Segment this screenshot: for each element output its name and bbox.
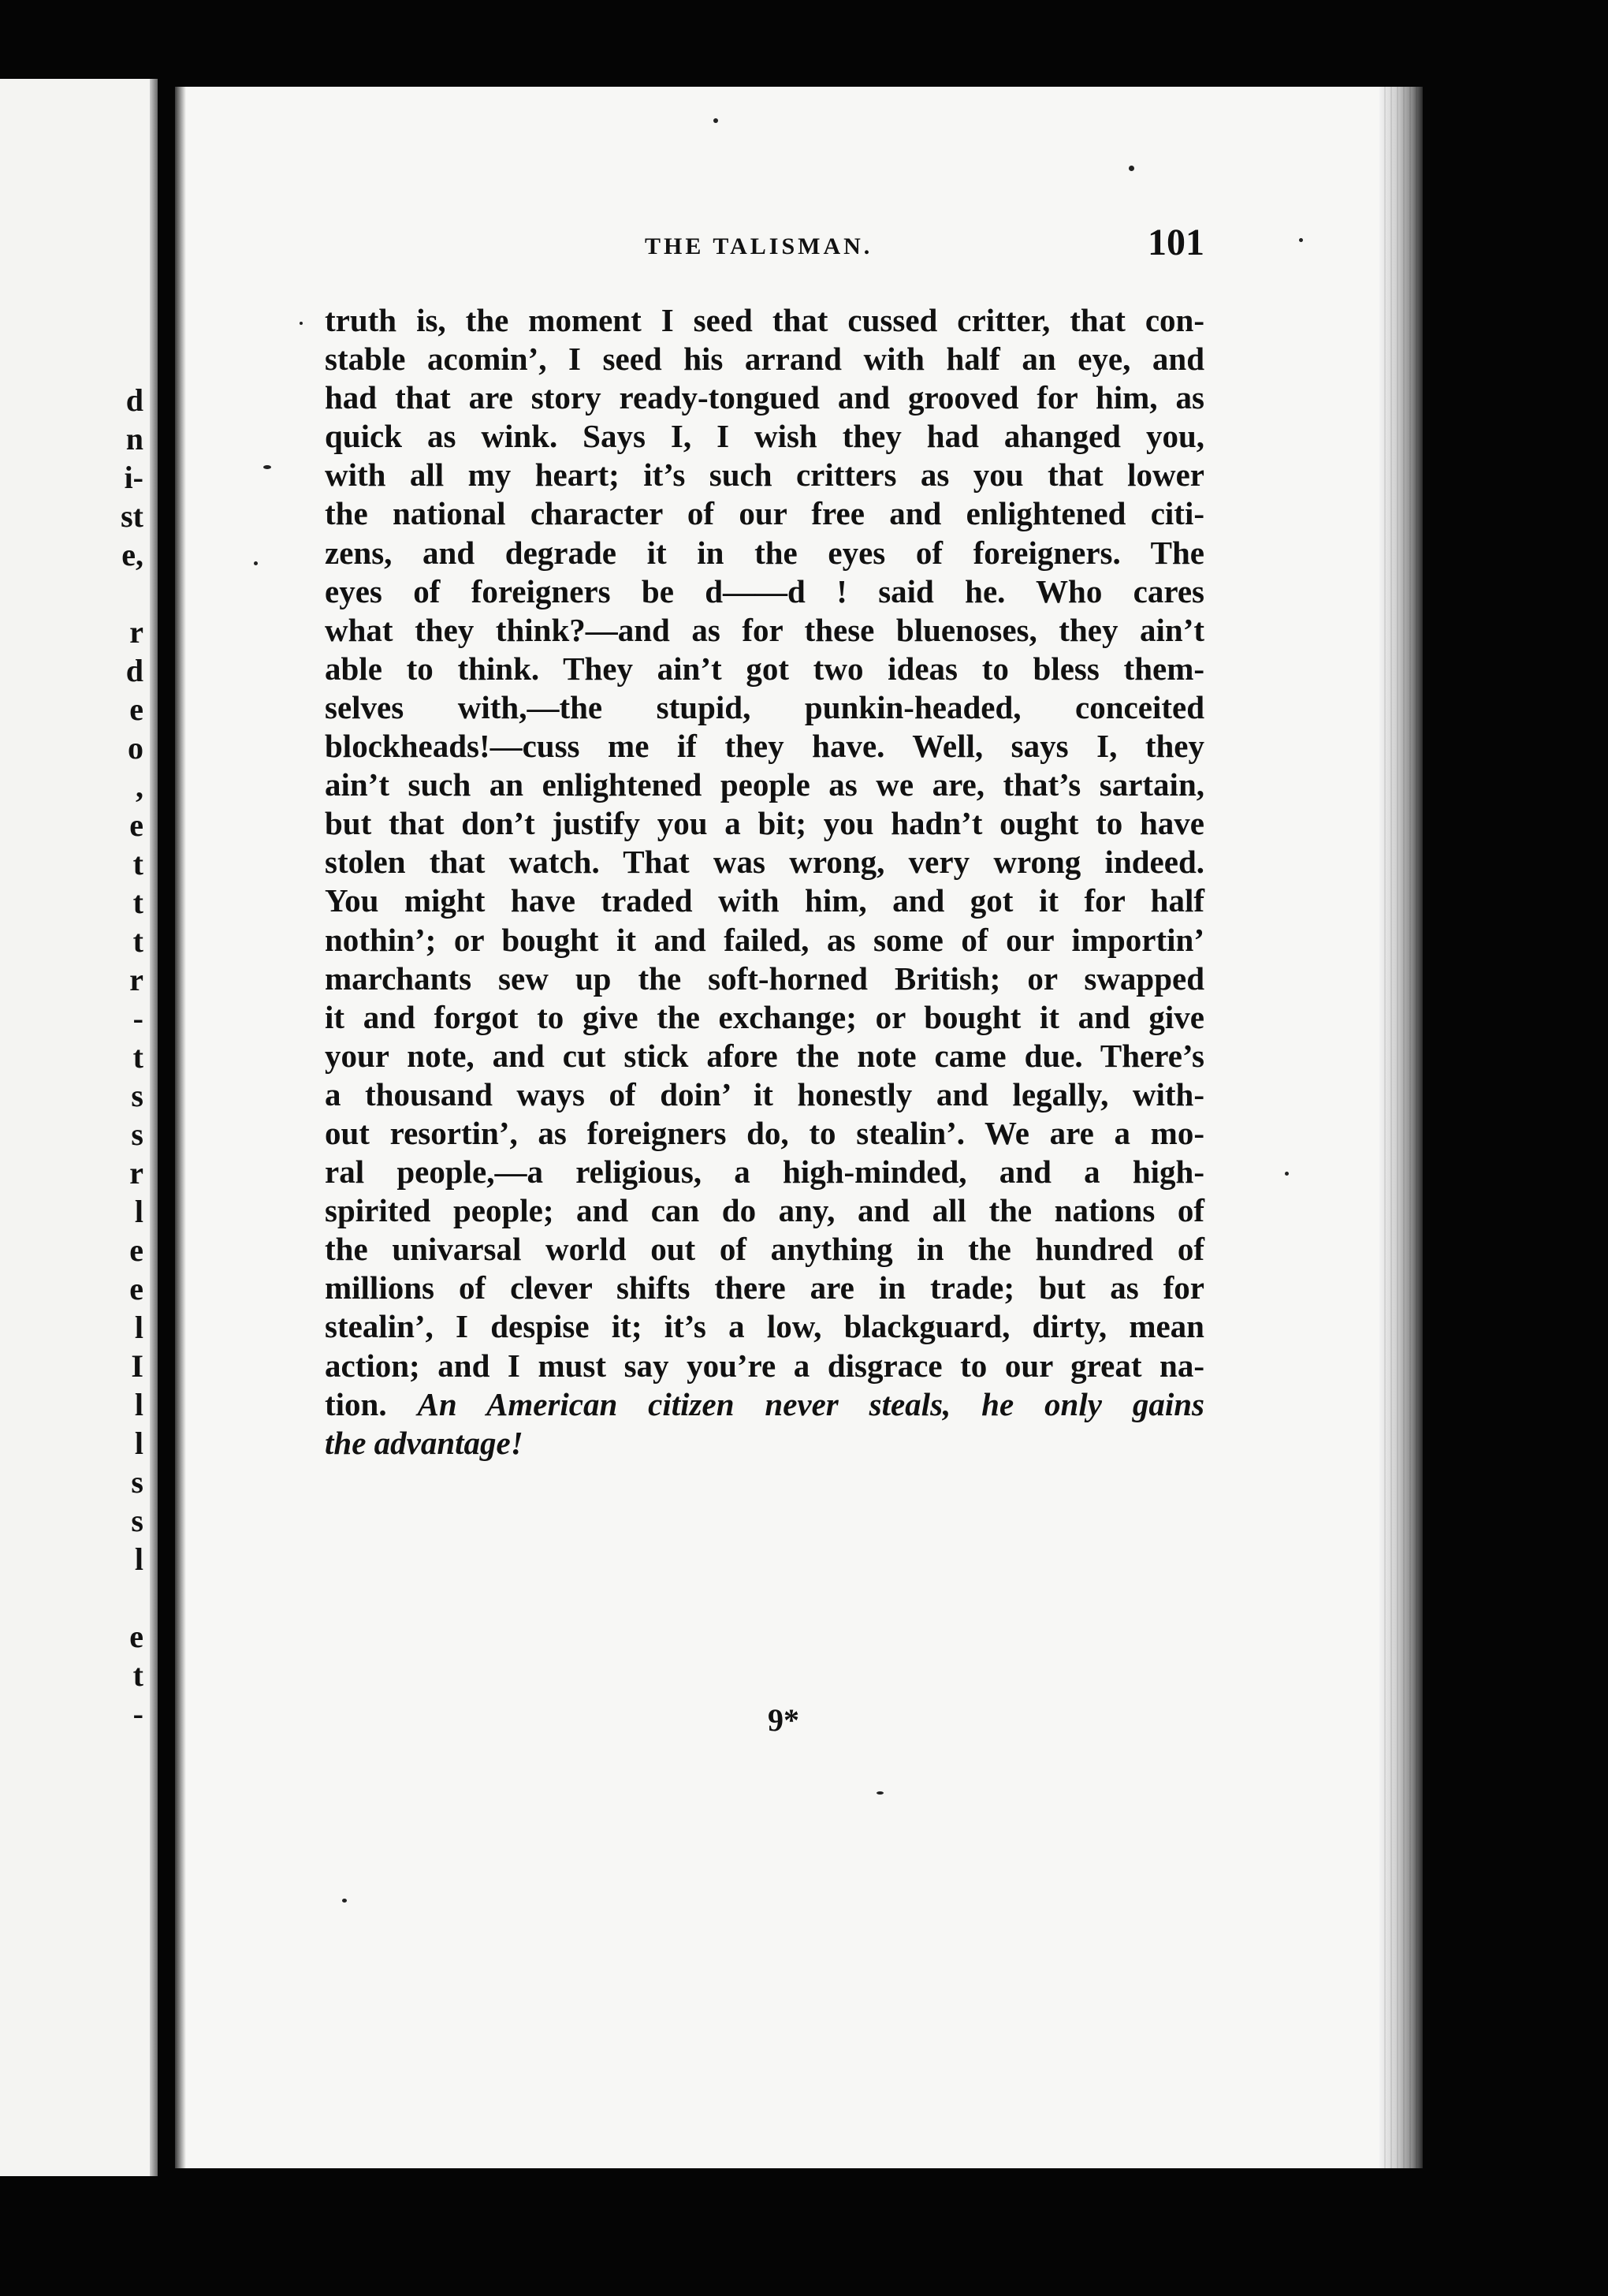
previous-page-fragment: e [129,691,143,727]
previous-page-fragment: e [129,807,143,843]
text-line: ain’t such an enlightened people as we are, that’s sartain, [325,766,1204,803]
previous-page-fragment: s [131,1464,143,1500]
text-line [325,1385,1204,1424]
previous-page-fragment: r [129,614,143,650]
previous-page-fragment: - [132,1696,143,1731]
previous-page-fragment: t [132,885,143,920]
previous-page-fragment: n [125,421,143,457]
text-line: the national character of our free and enlightened citi- [325,495,1204,532]
text-line: action; and I must say you’re a disgrace to our great na- [325,1347,1204,1384]
text-line: a thousand ways of doin’ it honestly and legally, with- [325,1075,1204,1113]
speck [263,465,271,469]
previous-page-fragment: l [134,1310,143,1345]
book-fore-edge [1379,87,1423,2168]
text-line-italic-part: An American citizen never steals, he only gains [417,1385,1204,1422]
previous-page-fragment: s [131,1503,143,1538]
text-line: out resortin’, as foreigners do, to stealin’. We are a mo- [325,1114,1204,1151]
text-line: the univarsal world out of anything in the hundred of [325,1231,1204,1268]
text-line: eyes of foreigners be d——d ! said he. Who cares [325,572,1204,609]
text-line: stable acomin’, I seed his arrand with half an eye, and [325,341,1204,378]
text-line: millions of clever shifts there are in trade; but as for [325,1269,1204,1306]
text-line: had that are story ready-tongued and grooved for him, as [325,379,1204,416]
text-line: it and forgot to give the exchange; or bought it and give [325,998,1204,1035]
text-line: with all my heart; it’s such critters as you that lower [325,457,1204,494]
text-line: your note, and cut stick afore the note came due. There’s [325,1037,1204,1074]
previous-page-text-fragments [0,381,158,1733]
previous-page-fragment: r [129,962,143,997]
text-line: stolen that watch. That was wrong, very wrong indeed. [325,844,1204,881]
text-line: nothin’; or bought it and failed, as some of our importin’ [325,921,1204,958]
previous-page-fragment: l [134,1426,143,1461]
text-line: stealin’, I despise it; it’s a low, blackguard, dirty, mean [325,1308,1204,1345]
speck [713,118,718,123]
text-line: ral people,—a religious, a high-minded, and a high- [325,1154,1204,1191]
previous-page-fragment: r [129,1155,143,1191]
speck [300,322,303,325]
previous-page-fragment: t [132,1039,143,1075]
text-line: spirited people; and can do any, and all the nations of [325,1192,1204,1229]
page-stack-lines [1379,87,1423,2168]
previous-page-fragment [0,1578,143,1617]
previous-page-fragment: e [129,1271,143,1306]
speck [1129,166,1134,171]
previous-page-fragment: e [129,1619,143,1654]
text-line: quick as wink. Says I, I wish they had ahanged you, [325,418,1204,455]
text-line-plain-part: tion. [325,1385,418,1422]
speck [342,1899,347,1903]
text-line: able to think. They ain’t got two ideas to bless them- [325,650,1204,687]
previous-page-fragment: i- [124,460,143,495]
previous-page-fragment: , [136,769,143,804]
text-line: zens, and degrade it in the eyes of foreigners. The [325,534,1204,571]
text-line: selves with,—the stupid, punkin-headed, conceited [325,688,1204,725]
previous-page-fragment: t [132,923,143,959]
speck [877,1791,884,1795]
previous-page-fragment: s [131,1116,143,1152]
previous-page-fragment: e, [121,537,143,572]
text-line: what they think?—and as for these bluenoses, they ain’t [325,611,1204,648]
speck [1299,238,1303,242]
speck [254,561,258,565]
previous-page-fragment: s [131,1078,143,1113]
text-line-closing [325,1424,1204,1463]
previous-page-edge [0,79,158,2176]
previous-page-fragment: st [121,498,143,534]
previous-page-fragment: l [134,1194,143,1229]
closing-italic-text: the advantage! [325,1424,523,1461]
text-line: You might have traded with him, and got it for half [325,882,1204,919]
running-head: THE TALISMAN. [645,233,873,259]
speck [1285,1172,1289,1176]
body-text [325,301,1204,1463]
text-line: truth is, the moment I seed that cussed critter, that con- [325,302,1204,338]
page-number: 101 [1148,222,1204,263]
previous-page-fragment: t [132,1657,143,1693]
previous-page-fragment: t [132,846,143,882]
previous-page-fragment: I [131,1348,143,1384]
previous-page-fragment: l [134,1387,143,1422]
previous-page-fragment: - [132,1001,143,1036]
previous-page-fragment [0,574,143,613]
text-line: but that don’t justify you a bit; you hadn’t ought to have [325,805,1204,842]
text-line: blockheads!—cuss me if they have. Well, says I, they [325,728,1204,765]
previous-page-fragment: e [129,1232,143,1268]
previous-page-fragment: l [134,1541,143,1577]
previous-page-fragment: d [125,653,143,688]
previous-page-fragment: d [125,382,143,418]
signature-mark: 9* [768,1702,799,1738]
page-inner-edge [175,87,186,2168]
previous-page-fragment: o [128,730,143,766]
text-line: marchants sew up the soft-horned British; or swapped [325,960,1204,997]
